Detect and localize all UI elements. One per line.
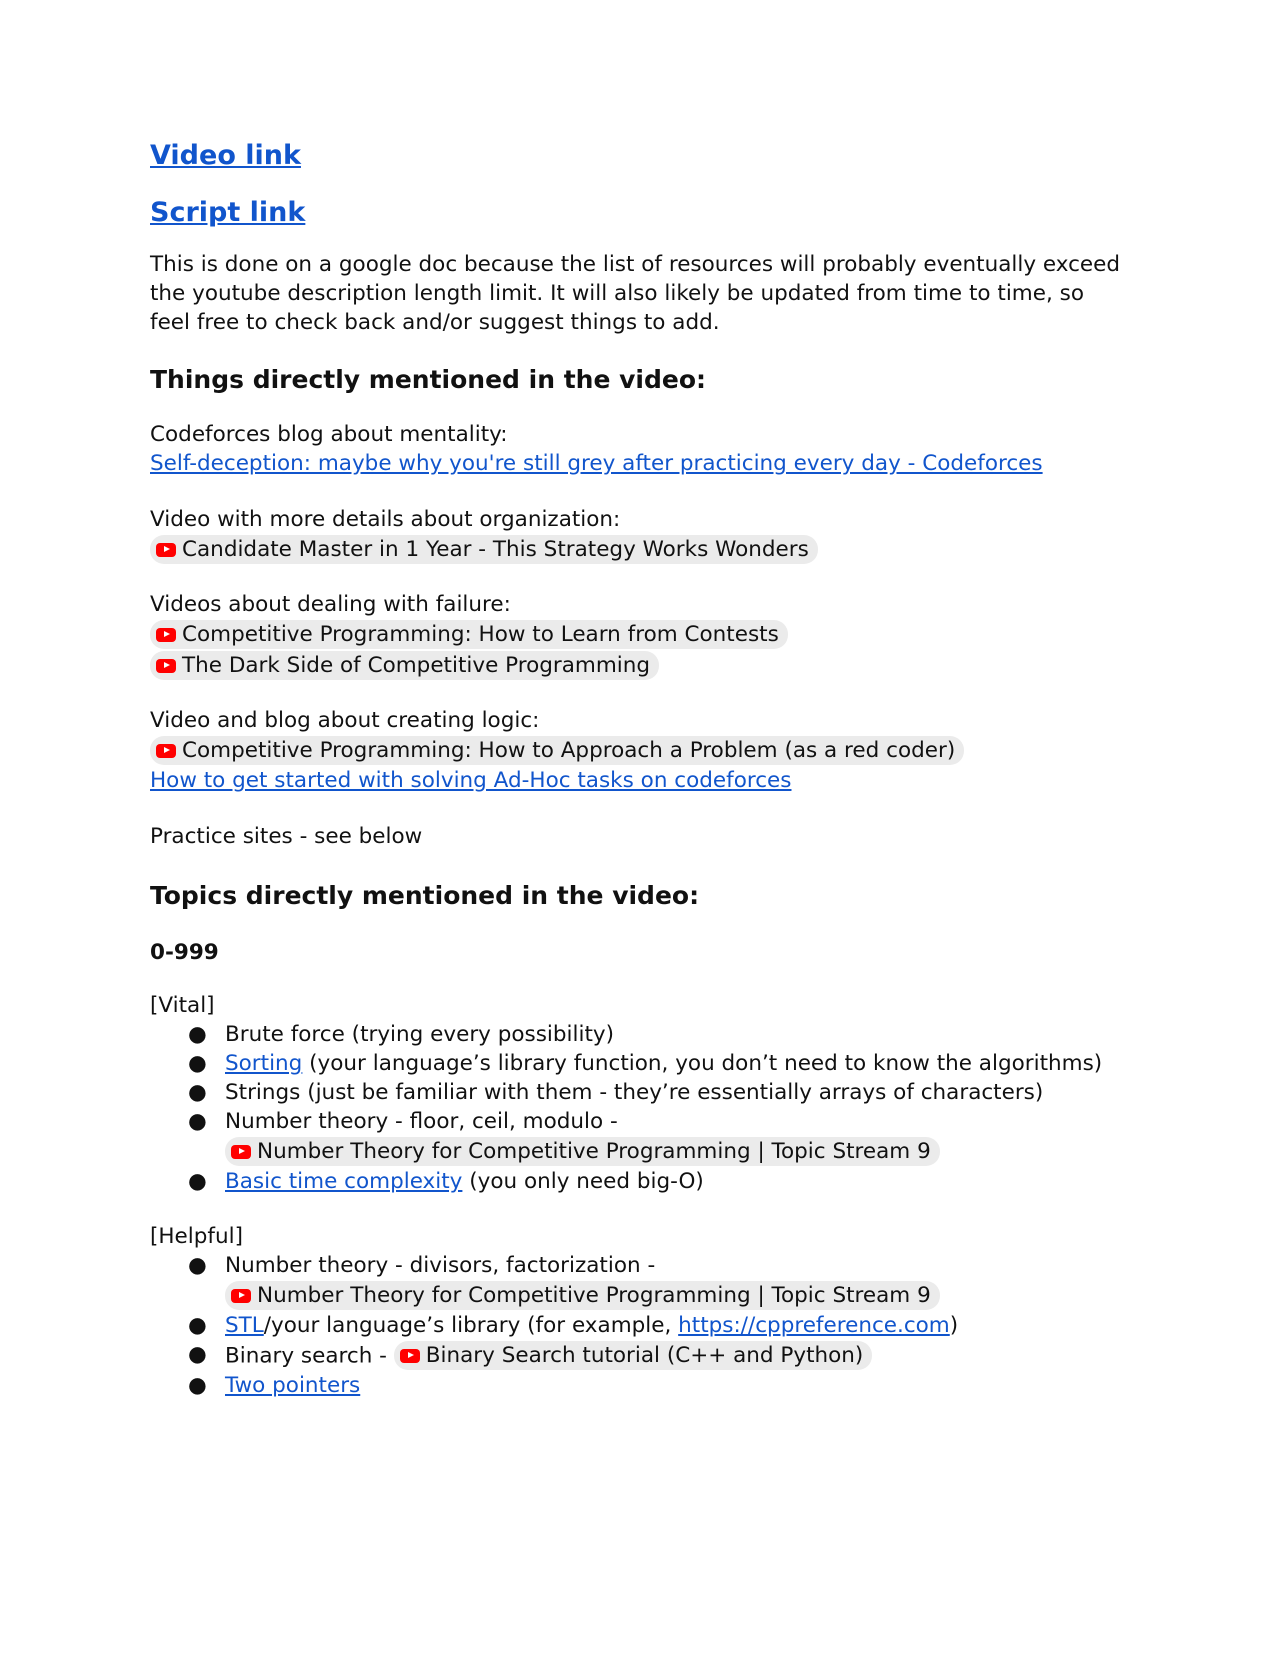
number-theory-video-chip-2[interactable] <box>225 1281 940 1310</box>
list-item-text: Number theory - divisors, factorization - <box>225 1253 656 1278</box>
time-complexity-link[interactable]: Basic time complexity <box>225 1169 463 1194</box>
youtube-icon <box>231 1145 251 1159</box>
list-item <box>150 1371 1130 1400</box>
practice-sites-note: Practice sites - see below <box>150 824 423 849</box>
youtube-icon <box>400 1349 420 1363</box>
failure-video-1-title: Competitive Programming: How to Learn from Contests <box>182 622 779 647</box>
list-item <box>150 1340 1130 1371</box>
list-item <box>150 1020 1130 1049</box>
codeforces-blog-link[interactable]: Self-deception: maybe why you're still grey after practicing every day - Codeforces <box>150 451 1043 476</box>
helpful-list <box>150 1251 1130 1400</box>
binary-search-video-title: Binary Search tutorial (C++ and Python) <box>425 1343 864 1368</box>
list-item-text: Binary search - <box>225 1343 394 1369</box>
youtube-icon <box>231 1289 251 1303</box>
sorting-link[interactable]: Sorting <box>225 1051 303 1076</box>
org-video-title: Candidate Master in 1 Year - This Strategy Works Wonders <box>182 537 809 562</box>
youtube-icon <box>156 543 176 557</box>
blog-label: Codeforces blog about mentality: <box>150 422 508 447</box>
video-link-heading <box>150 140 1130 171</box>
failure-video-chip-1[interactable] <box>150 620 788 649</box>
bullet: ● <box>188 1051 207 1076</box>
bullet: ● <box>188 1169 207 1194</box>
bullet: ● <box>188 1080 207 1105</box>
document-page <box>150 140 1130 1400</box>
org-video-chip[interactable] <box>150 535 818 564</box>
logic-label: Video and blog about creating logic: <box>150 708 540 733</box>
youtube-icon <box>156 744 176 758</box>
vital-list <box>150 1020 1130 1196</box>
two-pointers-link[interactable]: Two pointers <box>225 1373 361 1398</box>
failure-video-chip-2[interactable] <box>150 651 659 680</box>
list-item-text: Strings (just be familiar with them - they’re essentially arrays of characters) <box>225 1080 1044 1105</box>
adhoc-tasks-link[interactable]: How to get started with solving Ad-Hoc tasks on codeforces <box>150 768 792 793</box>
helpful-label: [Helpful] <box>150 1224 243 1249</box>
list-item-text: Number theory - floor, ceil, modulo - <box>225 1109 618 1134</box>
failure-video-2-title: The Dark Side of Competitive Programming <box>182 653 651 678</box>
number-theory-video-title: Number Theory for Competitive Programming | Topic Stream 9 <box>257 1139 931 1164</box>
list-item-text: /your language’s library (for example, <box>263 1313 679 1338</box>
binary-search-video-chip[interactable] <box>394 1341 873 1370</box>
vital-label: [Vital] <box>150 993 215 1018</box>
stl-link[interactable]: STL <box>225 1313 264 1338</box>
list-item <box>150 1311 1130 1340</box>
list-item-text: ) <box>949 1313 959 1338</box>
intro-paragraph: This is done on a google doc because the list of resources will probably eventually exceed the youtube description length limit. It will also likely be updated from time to time, so feel free to check back and/or suggest things to add. <box>150 252 1121 335</box>
list-item <box>150 1049 1130 1078</box>
org-label: Video with more details about organization: <box>150 507 621 532</box>
bullet: ● <box>188 1313 207 1338</box>
list-item-text: Brute force (trying every possibility) <box>225 1022 615 1047</box>
logic-video-title: Competitive Programming: How to Approach a Problem (as a red coder) <box>182 738 956 763</box>
bullet: ● <box>188 1253 207 1278</box>
list-item-text: (your language’s library function, you don’t need to know the algorithms) <box>302 1051 1103 1076</box>
number-theory-video-title: Number Theory for Competitive Programming | Topic Stream 9 <box>257 1283 931 1308</box>
section2-heading: Topics directly mentioned in the video: <box>150 881 700 910</box>
list-item <box>150 1167 1130 1196</box>
bullet: ● <box>188 1022 207 1047</box>
list-item <box>150 1107 1130 1167</box>
youtube-icon <box>156 628 176 642</box>
script-link[interactable]: Script link <box>150 197 306 228</box>
bullet: ● <box>188 1373 207 1398</box>
video-link[interactable]: Video link <box>150 140 301 171</box>
bullet: ● <box>188 1342 207 1367</box>
list-item <box>150 1078 1130 1107</box>
logic-video-chip[interactable] <box>150 736 964 765</box>
list-item <box>150 1251 1130 1311</box>
youtube-icon <box>156 659 176 673</box>
list-item-text: (you only need big-O) <box>462 1169 704 1194</box>
number-theory-video-chip[interactable] <box>225 1137 940 1166</box>
section1-heading: Things directly mentioned in the video: <box>150 365 707 394</box>
script-link-heading <box>150 197 1130 228</box>
bullet: ● <box>188 1109 207 1134</box>
range-heading: 0-999 <box>150 940 219 965</box>
cppreference-link[interactable]: https://cppreference.com <box>678 1313 950 1338</box>
failure-label: Videos about dealing with failure: <box>150 592 511 617</box>
